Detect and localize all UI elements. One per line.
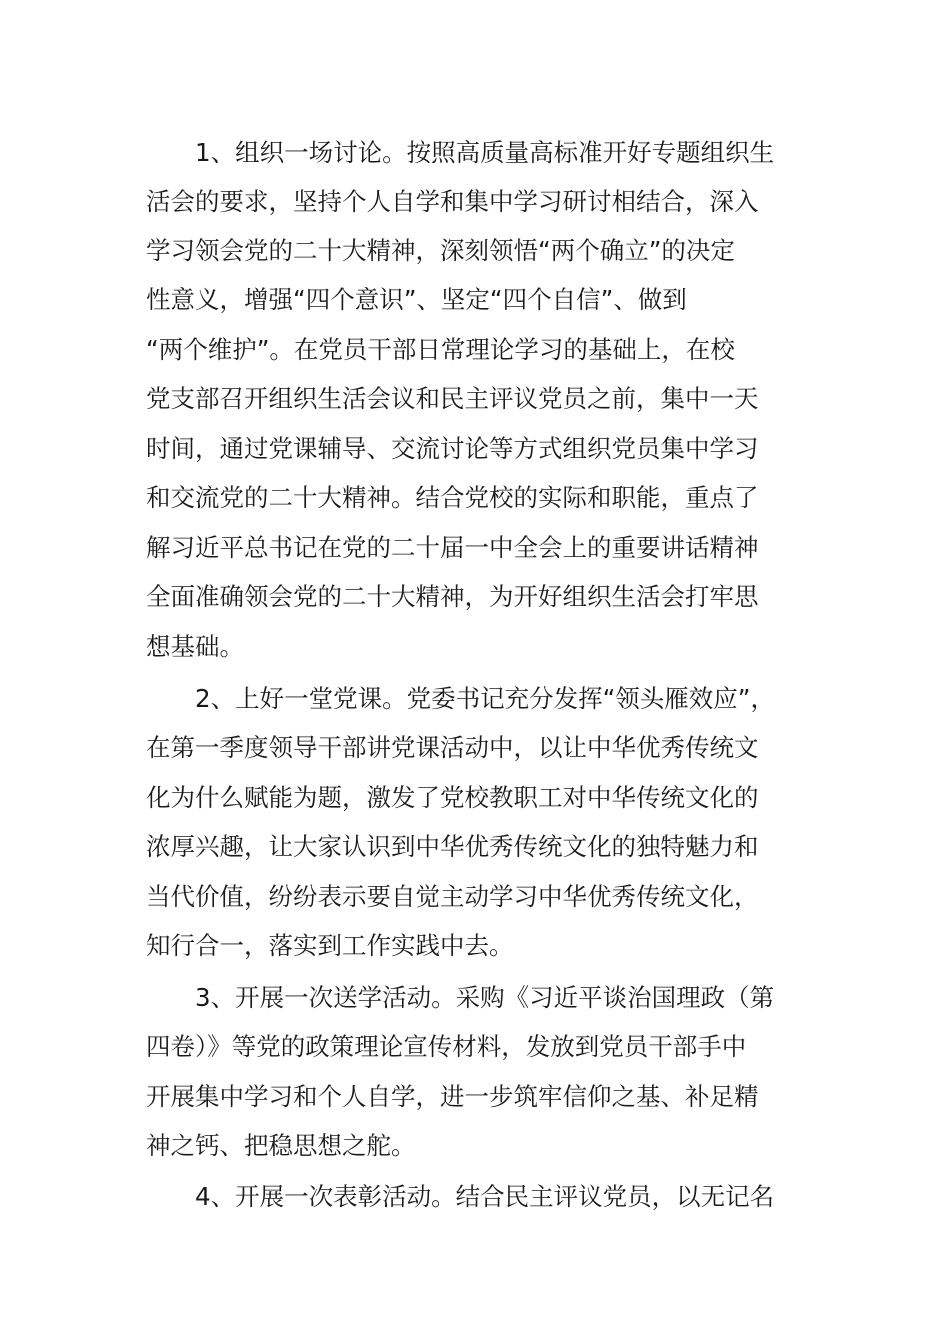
paragraph-1-line-1: 1、组织一场讨论。按照高质量高标准开好专题组织生	[195, 138, 775, 167]
paragraph-3-line-2: 四卷）》等党的政策理论宣传材料，发放到党员干部手中	[146, 1032, 747, 1061]
paragraph-2-line-5: 当代价值，纷纷表示要自觉主动学习中华优秀传统文化，	[146, 882, 759, 911]
paragraph-3-line-3: 开展集中学习和个人自学，进一步筑牢信仰之基、补足精	[146, 1082, 759, 1111]
paragraph-2-line-4: 浓厚兴趣，让大家认识到中华优秀传统文化的独特魅力和	[146, 832, 759, 861]
paragraph-1-line-3: 学习领会党的二十大精神，深刻领悟“两个确立”的决定	[146, 236, 735, 265]
paragraph-1-line-6: 党支部召开组织生活会议和民主评议党员之前，集中一天	[146, 384, 759, 413]
paragraph-1-line-11: 想基础。	[146, 632, 244, 661]
paragraph-1-line-7: 时间，通过党课辅导、交流讨论等方式组织党员集中学习	[146, 434, 759, 463]
paragraph-3-line-4: 神之钙、把稳思想之舵。	[146, 1131, 416, 1160]
paragraph-2-line-2: 在第一季度领导干部讲党课活动中，以让中华优秀传统文	[146, 733, 759, 762]
paragraph-1-line-2: 活会的要求，坚持个人自学和集中学习研讨相结合，深入	[146, 187, 759, 216]
paragraph-2-line-1: 2、上好一堂党课。党委书记充分发挥“领头雁效应”，	[195, 684, 775, 713]
paragraph-2-line-3: 化为什么赋能为题，激发了党校教职工对中华传统文化的	[146, 783, 759, 812]
paragraph-1-line-4: 性意义，增强“四个意识”、坚定“四个自信”、做到	[146, 285, 687, 314]
paragraph-1-line-5: “两个维护”。在党员干部日常理论学习的基础上，在校	[146, 335, 735, 364]
paragraph-3-line-1: 3、开展一次送学活动。采购《习近平谈治国理政（第	[195, 983, 775, 1012]
paragraph-1-line-8: 和交流党的二十大精神。结合党校的实际和职能，重点了	[146, 483, 759, 512]
paragraph-1-line-9: 解习近平总书记在党的二十届一中全会上的重要讲话精神	[146, 533, 759, 562]
paragraph-4-line-1: 4、开展一次表彰活动。结合民主评议党员，以无记名	[195, 1182, 775, 1211]
paragraph-2-line-6: 知行合一，落实到工作实践中去。	[146, 931, 514, 960]
paragraph-1-line-10: 全面准确领会党的二十大精神，为开好组织生活会打牢思	[146, 582, 759, 611]
